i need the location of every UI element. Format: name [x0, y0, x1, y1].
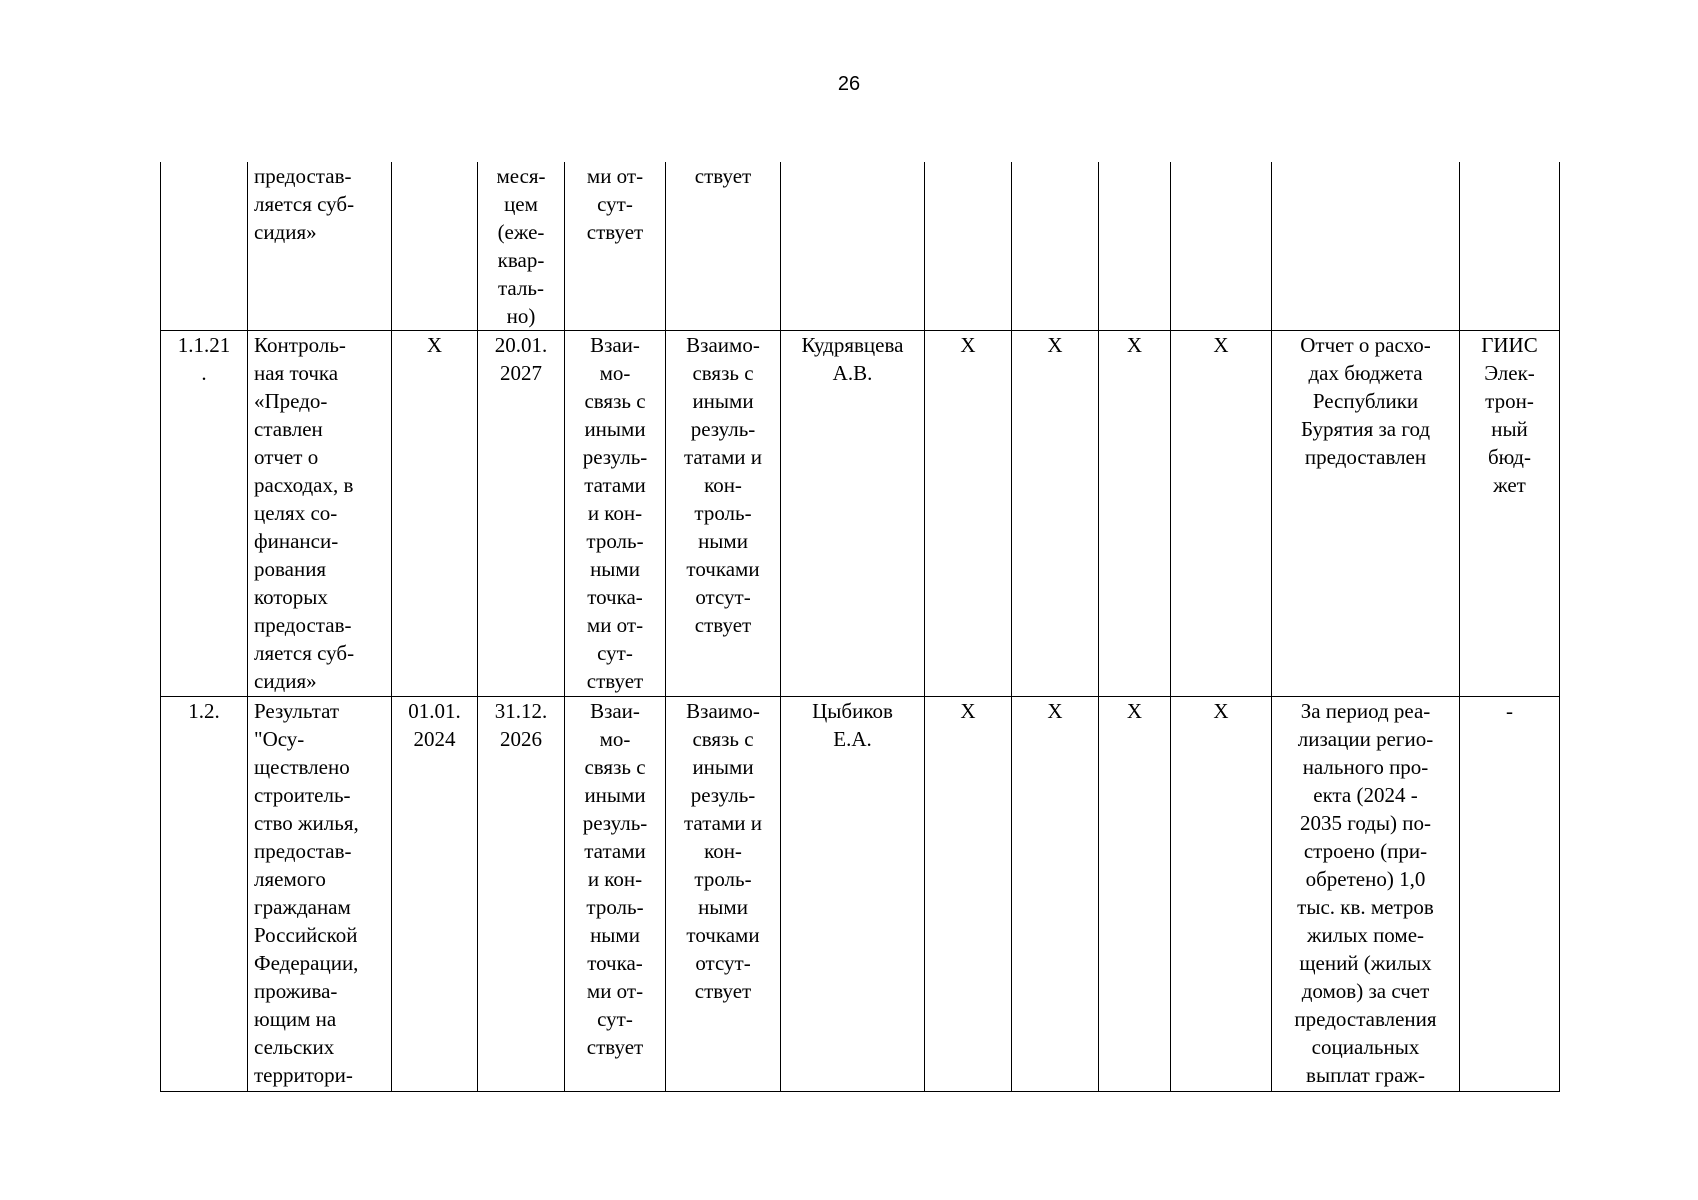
cell-x2: X	[1012, 331, 1099, 697]
cell-system: -	[1460, 697, 1560, 1092]
cell-system	[1460, 162, 1560, 331]
cell-end: меся- цем (еже- квар- таль- но)	[478, 162, 565, 331]
project-table	[160, 162, 1560, 1092]
cell-result: За период реа- лизации регио- нального про- екта (2024 - 2035 годы) по- строено (при- обретено) 1,0 тыс. кв. метров жилых поме- щений (жилых домов) за счет предоставления социальных выплат граж-	[1272, 697, 1460, 1092]
cell-end: 31.12. 2026	[478, 697, 565, 1092]
cell-responsible: Кудрявцева А.В.	[781, 331, 925, 697]
cell-responsible	[781, 162, 925, 331]
cell-number	[161, 162, 248, 331]
cell-relation-2: Взаимо- связь с иными резуль- татами и кон- троль- ными точками отсут- ствует	[666, 697, 781, 1092]
cell-x1: X	[925, 697, 1012, 1092]
cell-start: 01.01. 2024	[392, 697, 478, 1092]
cell-relation-1: Взаи- мо- связь с иными резуль- татами и кон- троль- ными точка- ми от- сут- ствует	[565, 331, 666, 697]
cell-number: 1.1.21 .	[161, 331, 248, 697]
cell-end: 20.01. 2027	[478, 331, 565, 697]
table-row	[161, 697, 1560, 1092]
cell-relation-1: Взаи- мо- связь с иными резуль- татами и кон- троль- ными точка- ми от- сут- ствует	[565, 697, 666, 1092]
cell-x1: X	[925, 331, 1012, 697]
cell-relation-2: ствует	[666, 162, 781, 331]
cell-result: Отчет о расхо- дах бюджета Республики Бурятия за год предоставлен	[1272, 331, 1460, 697]
cell-number: 1.2.	[161, 697, 248, 1092]
cell-relation-2: Взаимо- связь с иными резуль- татами и кон- троль- ными точками отсут- ствует	[666, 331, 781, 697]
cell-x3: X	[1099, 331, 1171, 697]
table-row	[161, 162, 1560, 331]
cell-system: ГИИС Элек- трон- ный бюд- жет	[1460, 331, 1560, 697]
cell-x4: X	[1171, 697, 1272, 1092]
cell-x1	[925, 162, 1012, 331]
cell-name: Результат "Осу- ществлено строитель- ство жилья, предостав- ляемого гражданам Российской Федерации, прожива- ющим на сельских территори-	[248, 697, 392, 1092]
table-row	[161, 331, 1560, 697]
cell-x4: X	[1171, 331, 1272, 697]
cell-x2	[1012, 162, 1099, 331]
cell-x3	[1099, 162, 1171, 331]
cell-x3: X	[1099, 697, 1171, 1092]
cell-start	[392, 162, 478, 331]
cell-x2: X	[1012, 697, 1099, 1092]
cell-name: Контроль- ная точка «Предо- ставлен отчет о расходах, в целях со- финанси- рования которых предостав- ляется суб- сидия»	[248, 331, 392, 697]
cell-responsible: Цыбиков Е.А.	[781, 697, 925, 1092]
page-number: 26	[837, 73, 861, 95]
cell-relation-1: ми от- сут- ствует	[565, 162, 666, 331]
cell-result	[1272, 162, 1460, 331]
cell-x4	[1171, 162, 1272, 331]
cell-name: предостав- ляется суб- сидия»	[248, 162, 392, 331]
cell-start: X	[392, 331, 478, 697]
